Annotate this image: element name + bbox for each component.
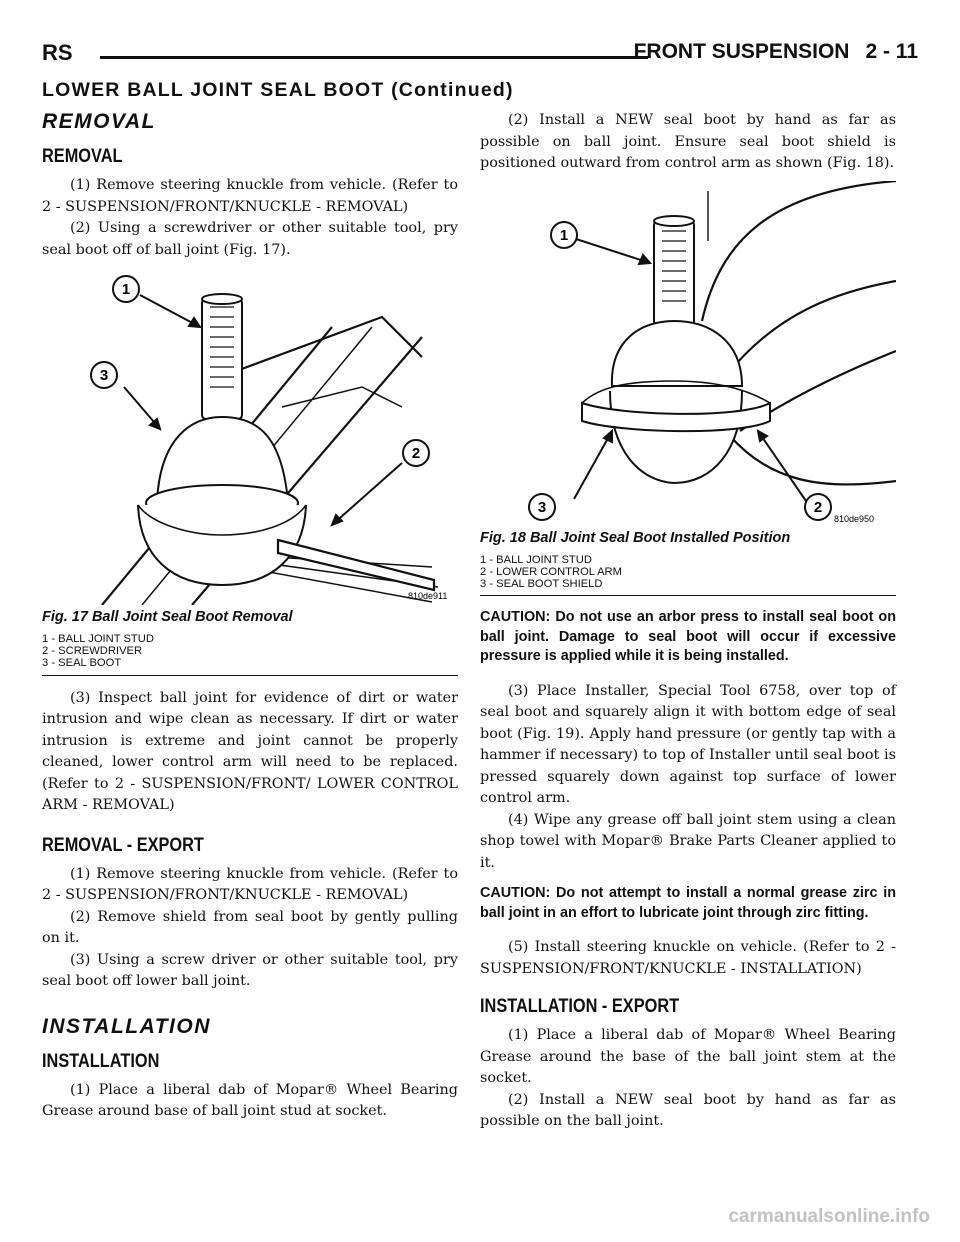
- section-title: [634, 40, 918, 64]
- section-name: FRONT SUSPENSION: [633, 40, 850, 63]
- fig17-caption: Fig. 17 Ball Joint Seal Boot Removal: [42, 609, 293, 625]
- installation-heading: INSTALLATION: [42, 1014, 211, 1038]
- removal-subheading: REMOVAL: [42, 146, 123, 167]
- right-column: [480, 110, 896, 1133]
- installation-export-subheading: INSTALLATION - EXPORT: [480, 996, 680, 1018]
- continued-heading: LOWER BALL JOINT SEAL BOOT (Continued): [42, 79, 514, 101]
- fig18-legend: [480, 554, 896, 597]
- removal-step-2: (2) Using a screwdriver or other suitable tool, pry seal boot off of ball joint (Fig. 17).: [42, 220, 458, 258]
- fig17-legend-2: 2 - SCREWDRIVER: [42, 645, 143, 658]
- caution-arbor-press: CAUTION: Do not use an arbor press to install seal boot on ball joint. Damage to seal boot will occur if excessive pressure is applied while it is being installed.: [480, 609, 896, 665]
- ball-joint-removal-illustration: [42, 267, 458, 605]
- installation-subheading: INSTALLATION: [42, 1050, 160, 1072]
- fig18-legend-2: 2 - LOWER CONTROL ARM: [480, 565, 622, 578]
- fig17-callout-2: 2: [411, 445, 421, 462]
- installation-step-3: (3) Place Installer, Special Tool 6758, over top of seal boot and squarely align it with bottom edge of seal boot (Fig. 19). Apply hand pressure (or gently tap with a hammer if necessary) to top of Installer until seal boot is pressed squarely down against top surface of lower control arm.: [480, 682, 896, 807]
- figure-17: [42, 267, 458, 676]
- installation-step-4: (4) Wipe any grease off ball joint stem using a clean shop towel with Mopar® Brake Parts Cleaner applied to it.: [480, 811, 896, 871]
- fig17-code: 810de911: [408, 591, 448, 601]
- fig18-legend-3: 3 - SEAL BOOT SHIELD: [480, 577, 603, 590]
- fig17-legend-1: 1 - BALL JOINT STUD: [42, 633, 154, 645]
- fig18-legend-1: 1 - BALL JOINT STUD: [480, 553, 592, 566]
- removal-step-1: (1) Remove steering knuckle from vehicle. (Refer to 2 - SUSPENSION/FRONT/KNUCKLE - REMOVAL): [42, 177, 458, 215]
- installation-export-step-2: (2) Install a NEW seal boot by hand as far as possible on the ball joint.: [480, 1091, 896, 1130]
- installation-step-1: (1) Place a liberal dab of Mopar® Wheel Bearing Grease around base of ball joint stud at socket.: [42, 1081, 458, 1120]
- fig18-callout-1: 1: [559, 226, 569, 244]
- left-column: [42, 110, 458, 1123]
- fig18-callout-2: 2: [813, 498, 823, 516]
- fig18-code: 810de950: [834, 513, 875, 524]
- fig18-callout-3: 3: [537, 498, 547, 516]
- fig17-callout-1: 1: [121, 281, 131, 298]
- page-number: 2 - 11: [865, 40, 918, 63]
- installation-step-2: (2) Install a NEW seal boot by hand as far as possible on ball joint. Ensure seal boot shield is positioned outward from control arm as shown (Fig. 18).: [480, 112, 896, 171]
- manual-code: RS: [42, 40, 73, 65]
- caution-grease-zirc: CAUTION: Do not attempt to install a normal grease zirc in ball joint in an effort to lubricate joint through zirc fitting.: [480, 885, 896, 921]
- header-rule: [100, 56, 648, 59]
- fig17-legend: [42, 633, 458, 676]
- page-header: [42, 40, 918, 80]
- removal-export-subheading: REMOVAL - EXPORT: [42, 834, 204, 856]
- removal-heading: REMOVAL: [42, 110, 156, 133]
- figure-18: [480, 181, 896, 597]
- removal-export-step-3: (3) Using a screw driver or other suitable tool, pry seal boot off lower ball joint.: [42, 951, 458, 990]
- watermark: carmanualsonline.info: [728, 1206, 930, 1227]
- removal-step-3: (3) Inspect ball joint for evidence of dirt or water intrusion and wipe clean as necessary. If dirt or water intrusion is extreme and joint cannot be properly cleaned, lower control arm will need to be replaced. (Refer to 2 - SUSPENSION/FRONT/ LOWER CONTROL ARM - REMOVAL): [42, 689, 458, 814]
- removal-export-step-2: (2) Remove shield from seal boot by gently pulling on it.: [42, 908, 458, 947]
- fig18-caption: Fig. 18 Ball Joint Seal Boot Installed Position: [480, 529, 791, 546]
- ball-joint-installed-illustration: [480, 181, 896, 526]
- fig17-callout-3: 3: [99, 367, 109, 384]
- fig17-legend-3: 3 - SEAL BOOT: [42, 657, 122, 670]
- installation-export-step-1: (1) Place a liberal dab of Mopar® Wheel Bearing Grease around the base of the ball joint stem at the socket.: [480, 1027, 896, 1087]
- removal-export-step-1: (1) Remove steering knuckle from vehicle. (Refer to 2 - SUSPENSION/FRONT/KNUCKLE - REMOVAL): [42, 865, 458, 904]
- installation-step-5: (5) Install steering knuckle on vehicle. (Refer to 2 - SUSPENSION/FRONT/KNUCKLE - INSTALLATION): [480, 939, 896, 977]
